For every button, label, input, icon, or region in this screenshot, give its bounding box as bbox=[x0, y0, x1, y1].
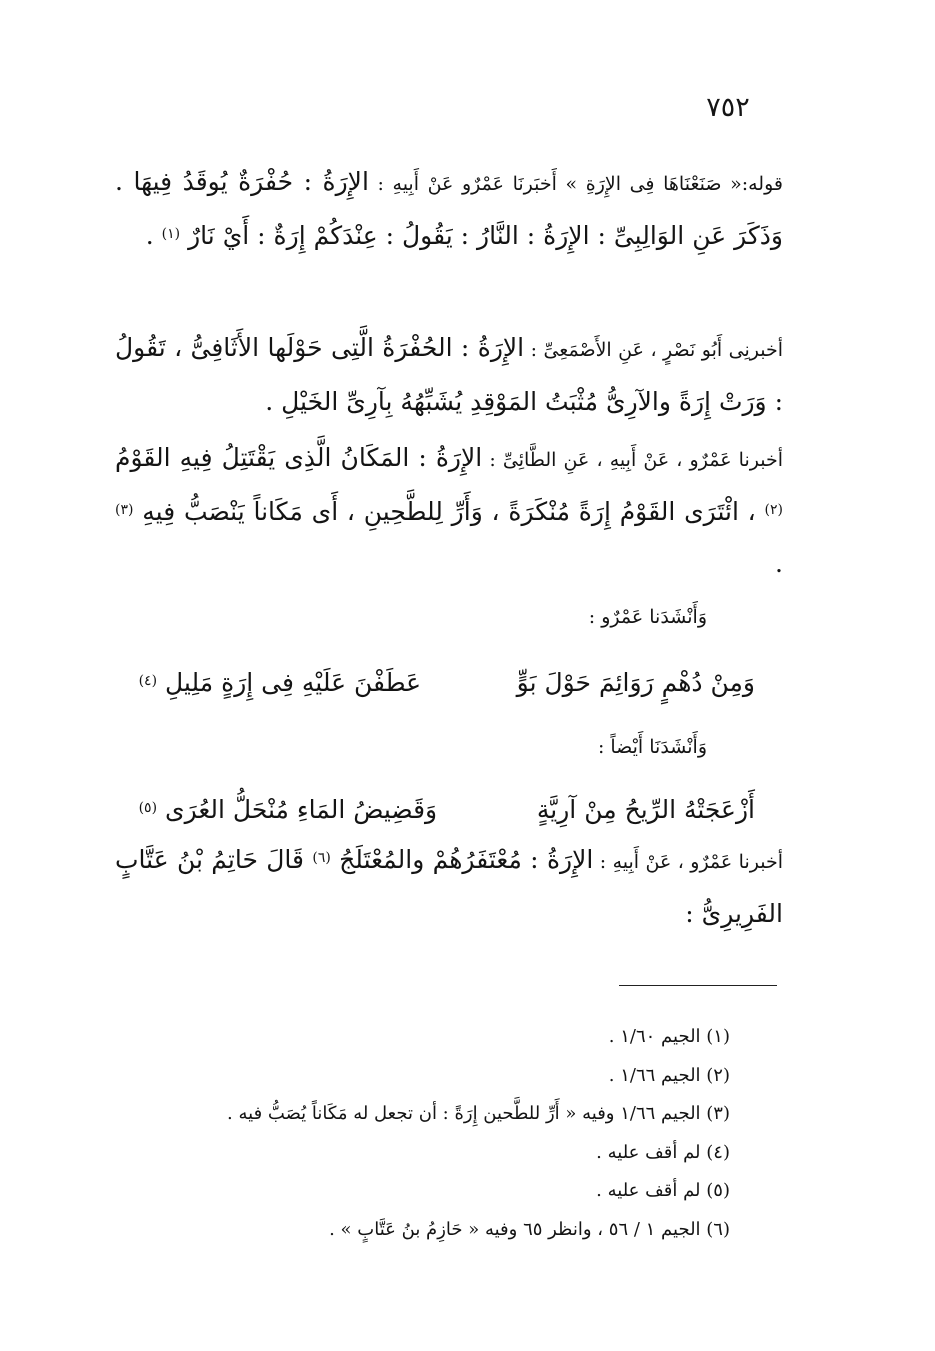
footnotes bbox=[110, 1018, 730, 1249]
footnote-6: (٦) الجيم ١ / ٥٦ ، وانظر ٦٥ وفيه « حَازِمُ بنُ عَتَّابٍ » . bbox=[329, 1218, 730, 1240]
paragraph-3-text: الإِرَةُ : المَكَانُ الَّذِى يَقْتَتِلُ فِيهِ القَوْمُ bbox=[115, 443, 483, 472]
paragraph-2-text: الإِرَةُ : الحُفْرَةُ الَّتِى حَوْلَها الأَثَافِىُّ ، تَقُولُ : وَرَتْ إِرَةً والآرِىُّ مُثْبَتُ المَوْقِدِ يُشَبِّهُهُ بِآرِىِّ الخَيْلِ . bbox=[115, 333, 783, 416]
paragraph-3-tail-2: . bbox=[775, 549, 783, 578]
verse-1 bbox=[135, 663, 755, 703]
verse-2-second-hemistich: وَقَضِيضُ المَاءِ مُنْحَلُّ العُرَى bbox=[165, 795, 438, 824]
footnote-separator bbox=[619, 985, 777, 986]
paragraph-2 bbox=[115, 322, 783, 428]
paragraph-1-tail: . bbox=[145, 221, 162, 250]
footnote-ref-5: (٥) bbox=[138, 800, 158, 816]
paragraph-3-lead: أخبرنا عَمْرٌو ، عَنْ أَبِيهِ ، عَنِ الطَّائِىِّ : bbox=[482, 449, 783, 471]
page-number: ٧٥٢ bbox=[706, 92, 750, 123]
paragraph-4-tail: قَالَ حَاتِمُ بْنُ عَتَّابٍ الفَرِيرِىُّ : bbox=[115, 845, 783, 928]
paragraph-2-lead: أخبرنِى أَبُو نَصْرٍ ، عَنِ الأَصْمَعِىِّ : bbox=[524, 339, 783, 361]
paragraph-4 bbox=[115, 834, 783, 940]
verse-2 bbox=[135, 790, 755, 830]
paragraph-1 bbox=[115, 156, 783, 262]
paragraph-1-text: الإِرَةُ : حُفْرَةٌ يُوقَدُ فِيهَا . وَذَكَرَ عَنِ الوَالِبِىِّ : الإِرَةُ : النَّارُ : يَقُولُ : عِنْدَكُمْ إِرَةٌ : أَيْ نَارٌ bbox=[115, 167, 783, 250]
verse-1-first-hemistich: وَمِنْ دُهْمٍ رَوَائِمَ حَوْلَ بَوٍّ bbox=[516, 668, 755, 697]
footnote-ref-3: (٣) bbox=[115, 502, 134, 518]
footnote-4: (٤) لم أقف عليه . bbox=[596, 1141, 730, 1163]
verse-intro-2: وَأَنْشَدَنَا أَيْضاً : bbox=[597, 736, 707, 758]
verse-2-first-hemistich: أَزْعَجَتْهُ الرِّيحُ مِنْ آرِيَّةٍ bbox=[536, 795, 755, 824]
footnote-ref-4: (٤) bbox=[138, 673, 158, 689]
footnote-5: (٥) لم أقف عليه . bbox=[596, 1180, 730, 1201]
footnote-ref-6: (٦) bbox=[312, 850, 331, 866]
verse-intro-1: وَأَنْشَدَنا عَمْرٌو : bbox=[588, 606, 707, 628]
footnote-ref-2: (٢) bbox=[764, 502, 784, 518]
footnote-1: (١) الجيم ١/٦٠ . bbox=[608, 1026, 730, 1047]
verse-1-second-hemistich: عَطَفْنَ عَلَيْهِ فِى إِرَةٍ مَلِيلِ bbox=[165, 668, 422, 697]
paragraph-4-lead: أخبرنا عَمْرٌو ، عَنْ أَبِيهِ : bbox=[593, 851, 784, 873]
paragraph-3 bbox=[115, 432, 783, 590]
footnote-3: (٣) الجيم ١/٦٦ وفيه « أَرِّ للطَّحين إِرَةً : أن تجعل له مَكَاناً يُصَبُّ فيه . bbox=[227, 1103, 730, 1124]
paragraph-3-tail: ، ائْتَرَى القَوْمُ إِرَةً مُنْكَرَةً ، وَأَرِّ لِلطَّحِينِ ، أَى مَكَاناً يَنْصَبُّ فِيهِ bbox=[142, 497, 765, 526]
paragraph-1-lead: قوله:« صَنَعْنَاهَا فِى الإِرَةِ » أَخبَرنَا عَمْرٌو عَنْ أَبِيهِ : bbox=[368, 173, 783, 195]
paragraph-4-text: الإِرَةُ : مُعْتَفَرُهُمْ والمُعْتَلَجُ bbox=[339, 845, 594, 874]
footnote-ref-1: (١) bbox=[161, 226, 181, 242]
footnote-2: (٢) الجيم ١/٦٦ . bbox=[608, 1064, 730, 1086]
